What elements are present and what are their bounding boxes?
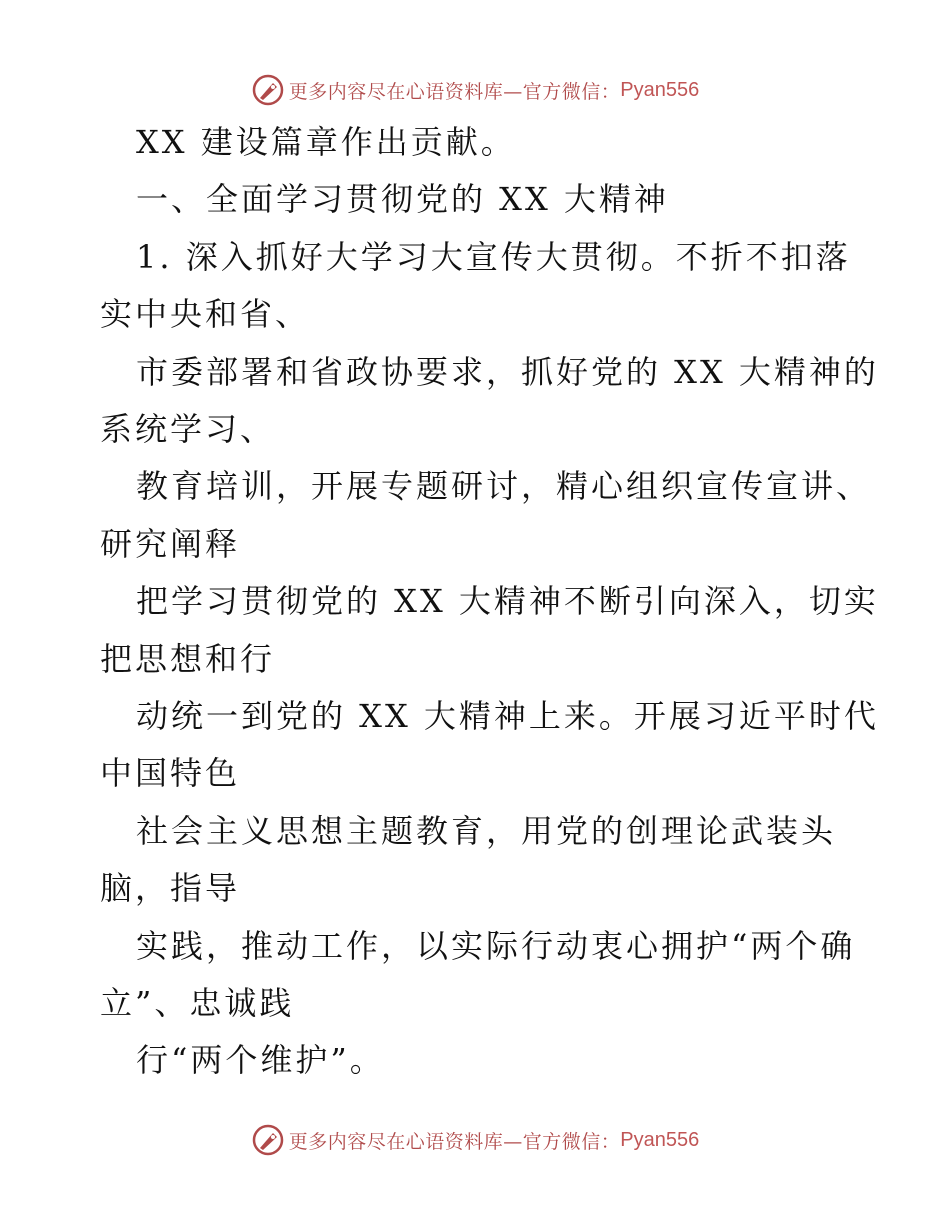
text-line: 系统学习、 [100, 410, 276, 448]
text-line: 1. 深入抓好大学习大宣传大贯彻。不折不扣落 [136, 237, 851, 276]
text-line: 社会主义思想主题教育，用党的创理论武装头 [136, 811, 837, 850]
watermark-text: 更多内容尽在心语资料库—官方微信： [288, 1130, 621, 1153]
footer-watermark-banner [0, 1120, 950, 1160]
text-line: 市委部署和省政协要求，抓好党的 XX 大精神的 [136, 352, 879, 391]
text-line: 一、全面学习贯彻党的 XX 大精神 [136, 180, 669, 219]
text-line: 实中央和省、 [100, 295, 311, 334]
text-line: 把学习贯彻党的 XX 大精神不断引向深入，切实 [136, 582, 879, 621]
watermark-wechat-id: Pyan556 [620, 1128, 700, 1151]
text-line: 行“两个维护”。 [136, 1041, 385, 1080]
text-line: 立”、忠诚践 [100, 984, 295, 1022]
text-line: 研究阐释 [100, 524, 241, 563]
text-line: 把思想和行 [100, 639, 276, 678]
watermark-text: 更多内容尽在心语资料库—官方微信： [288, 80, 621, 103]
pen-nib-logo-icon [251, 1123, 285, 1157]
text-line: 动统一到党的 XX 大精神上来。开展习近平时代 [136, 697, 879, 735]
text-line: 脑，指导 [100, 869, 241, 908]
header-watermark-banner [0, 70, 950, 110]
text-line: XX 建设篇章作出贡献。 [136, 123, 516, 161]
text-line: 中国特色 [100, 754, 241, 793]
pen-nib-logo-icon [251, 73, 285, 107]
text-line: 教育培训，开展专题研讨，精心组织宣传宣讲、 [136, 467, 872, 506]
text-line: 实践，推动工作，以实际行动衷心拥护“两个确 [136, 926, 856, 965]
watermark-wechat-id: Pyan556 [620, 78, 700, 101]
